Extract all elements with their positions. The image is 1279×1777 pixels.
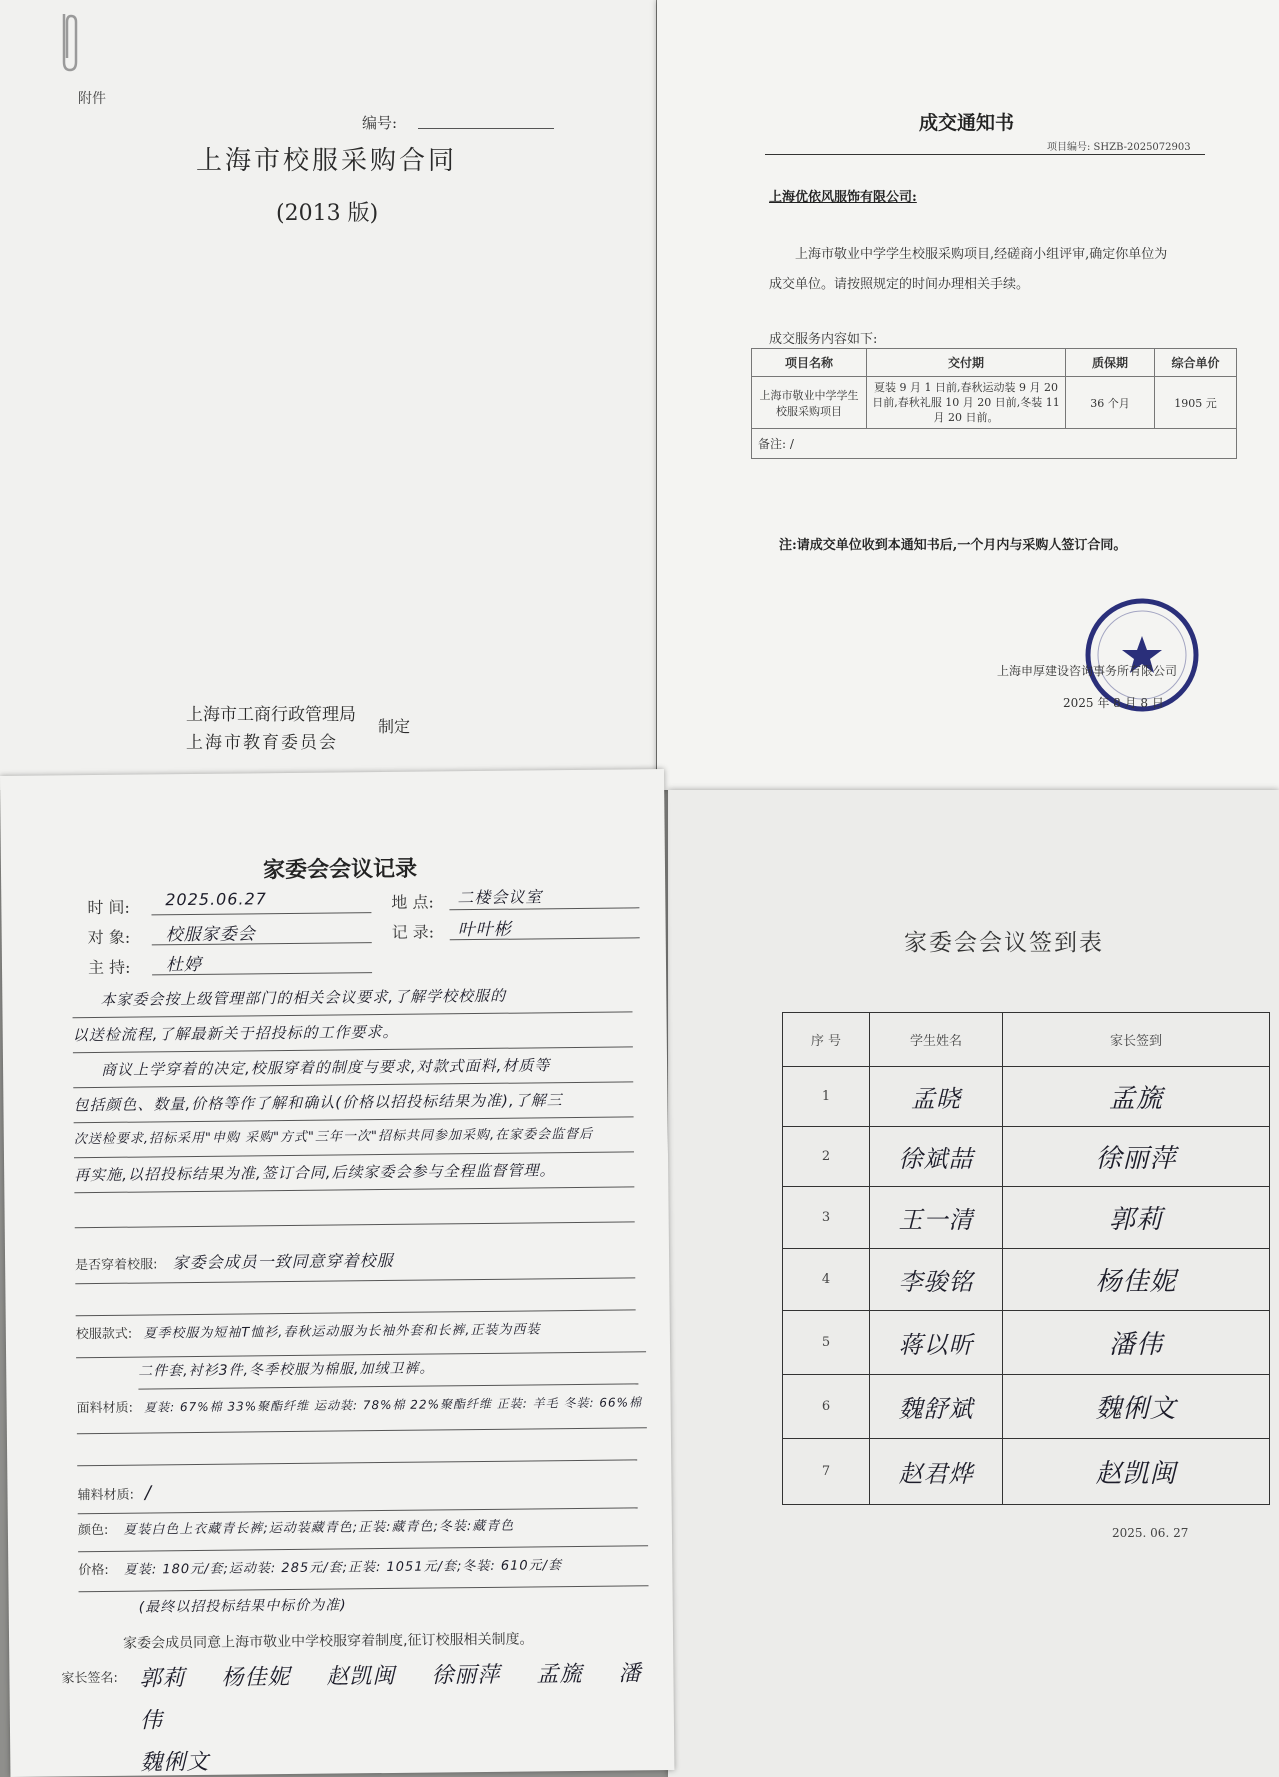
blank-line — [76, 1309, 636, 1316]
fabric-row — [77, 1391, 647, 1434]
blank-line — [77, 1459, 637, 1466]
aux-value: / — [144, 1482, 153, 1504]
signin-table — [782, 1012, 1270, 1505]
minutes-title: 家委会会议记录 — [262, 856, 418, 884]
project-number: 项目编号: SHZB-2025072903 — [1047, 142, 1191, 153]
table-row — [783, 1439, 1270, 1505]
color-value: 夏装白色上衣藏青长裤;运动装藏青色;正装:藏青色;冬装:藏青色 — [123, 1518, 515, 1538]
row-number: 2 — [783, 1127, 870, 1187]
place-value: 二楼会议室 — [457, 887, 543, 908]
time-underline — [151, 912, 371, 915]
issued-label: 制定 — [378, 717, 411, 736]
service-content-label: 成交服务内容如下: — [769, 332, 878, 347]
minutes-body — [72, 977, 635, 1228]
row-number: 7 — [783, 1439, 870, 1505]
signin-sheet-page — [668, 790, 1279, 1777]
body-line: 本家委会按上级管理部门的相关会议要求,了解学校校服的 — [72, 977, 632, 1018]
time-label: 时 间: — [87, 897, 130, 918]
aux-label: 辅料材质: — [77, 1487, 135, 1504]
notice-body: 上海市敬业中学学生校服采购项目,经磋商小组评审,确定你单位为成交单位。请按照规定的时间办理相关手续。 — [769, 247, 1168, 292]
parent-signature: 徐丽萍 — [1003, 1127, 1270, 1187]
cell-unit-price: 1905 元 — [1155, 377, 1237, 429]
cell-delivery: 夏装 9 月 1 日前,春秋运动装 9 月 20 日前,春秋礼服 10 月 20 日前,冬装 11 月 20 日前。 — [867, 377, 1066, 429]
color-row — [78, 1513, 648, 1552]
style-value: 夏季校服为短袖T恤衫,春秋运动服为长袖外套和长裤,正装为西装 — [143, 1322, 541, 1342]
wear-label: 是否穿着校服: — [75, 1257, 158, 1274]
style-label: 校服款式: — [75, 1326, 133, 1343]
parent-signature: 杨佳妮 — [1003, 1249, 1270, 1311]
row-number: 1 — [783, 1067, 870, 1127]
contract-title: 上海市校服采购合同 — [196, 146, 458, 176]
parent-signature: 赵凯闽 — [326, 1663, 396, 1690]
header-student: 学生姓名 — [870, 1013, 1003, 1067]
student-name: 赵君烨 — [870, 1439, 1003, 1505]
header-parent: 家长签到 — [1003, 1013, 1270, 1067]
issuer-saic: 上海市工商行政管理局 — [186, 705, 356, 725]
header-unit-price: 综合单价 — [1155, 349, 1237, 377]
parent-signatures — [139, 1653, 660, 1777]
student-name: 蒋以昕 — [870, 1311, 1003, 1375]
body-line: 包括颜色、数量,价格等作了解和确认(价格以招投标结果为准),了解三 — [73, 1082, 633, 1123]
parent-signature: 魏俐文 — [140, 1749, 210, 1776]
meeting-minutes-page — [0, 769, 674, 1777]
style-value-line2: 二件套,衬衫3件,冬季校服为棉服,加绒卫裤。 — [138, 1355, 638, 1389]
fabric-value: 夏装: 67%棉 33%聚酯纤维 运动装: 78%棉 22%聚酯纤维 正装: 羊毛 冬装: 66%棉 — [144, 1395, 643, 1415]
table-row — [783, 1187, 1270, 1249]
signin-title: 家委会会议签到表 — [904, 930, 1104, 956]
parent-signature: 孟旒 — [1003, 1067, 1270, 1127]
row-number: 4 — [783, 1249, 870, 1311]
body-line: 次送检要求,招标采用"申购 采购"方式"三年一次"招标共同参加采购,在家委会监督后 — [74, 1117, 634, 1158]
object-value: 校服家委会 — [165, 924, 256, 946]
issuer-education-commission: 上海市教育委员会 — [186, 733, 338, 753]
price-row — [78, 1553, 648, 1592]
body-line: 商议上学穿着的决定,校服穿着的制度与要求,对款式面料,材质等 — [73, 1047, 633, 1088]
fabric-label: 面料材质: — [76, 1400, 134, 1417]
student-name: 魏舒斌 — [870, 1375, 1003, 1439]
header-project-name: 项目名称 — [752, 349, 867, 377]
row-number: 3 — [783, 1187, 870, 1249]
notice-date: 2025 年 8 月 8 日 — [1063, 696, 1164, 710]
cell-remark: 备注: / — [752, 429, 1237, 459]
notice-note: 注:请成交单位收到本通知书后,一个月内与采购人签订合同。 — [779, 538, 1127, 553]
host-value: 杜婷 — [165, 954, 203, 976]
header-number: 序 号 — [783, 1013, 870, 1067]
parent-signature: 郭莉 — [1003, 1187, 1270, 1249]
body-line: 再实施,以招投标结果为准,签订合同,后续家委会参与全程监督管理。 — [74, 1152, 634, 1193]
notice-title: 成交通知书 — [919, 112, 1015, 134]
contract-edition: (2013 版) — [276, 201, 379, 226]
parent-signature: 潘伟 — [1003, 1311, 1270, 1375]
parent-signature: 杨佳妮 — [221, 1665, 291, 1691]
record-label: 记 录: — [391, 922, 435, 942]
price-label: 价格: — [78, 1562, 109, 1579]
agency-name: 上海申厚建设咨询事务所有限公司 — [997, 664, 1178, 678]
table-row — [783, 1375, 1270, 1439]
record-value: 叶叶彬 — [457, 919, 512, 941]
aux-row — [77, 1477, 637, 1514]
parent-signature: 徐丽萍 — [431, 1662, 501, 1689]
cell-project-name: 上海市敬业中学学生校服采购项目 — [752, 377, 867, 429]
price-value: 夏装: 180元/套;运动装: 285元/套;正装: 1051元/套;冬装: 610元/套 — [123, 1558, 563, 1578]
parent-signature: 郭莉 — [139, 1666, 186, 1692]
paper-clip-icon — [58, 10, 80, 72]
parent-signature: 魏俐文 — [1003, 1375, 1270, 1439]
place-label: 地 点: — [391, 892, 434, 912]
table-row — [783, 1127, 1270, 1187]
wear-value: 家委会成员一致同意穿着校服 — [172, 1250, 394, 1273]
row-number: 6 — [783, 1375, 870, 1439]
table-row — [783, 1067, 1270, 1127]
agreement-statement: 家委会成员同意上海市敬业中学校服穿着制度,征订校服相关制度。 — [123, 1631, 534, 1652]
award-notice-page — [657, 0, 1279, 790]
style-row — [76, 1317, 646, 1358]
contract-cover-page — [0, 0, 656, 790]
table-row — [783, 1311, 1270, 1375]
body-line-blank — [74, 1187, 634, 1228]
host-label: 主 持: — [87, 957, 131, 978]
student-name: 李骏铭 — [870, 1249, 1003, 1311]
parent-signature: 赵凯闽 — [1003, 1439, 1270, 1505]
parent-signature: 潘伟 — [139, 1661, 642, 1734]
parent-signature-label: 家长签名: — [61, 1670, 118, 1687]
color-label: 颜色: — [77, 1522, 109, 1539]
price-note: (最终以招投标结果中标价为准) — [138, 1597, 347, 1616]
time-value: 2025.06.27 — [165, 889, 268, 910]
parent-signature: 孟旒 — [536, 1661, 583, 1688]
object-label: 对 象: — [87, 927, 131, 948]
wear-row — [75, 1245, 635, 1284]
signin-date: 2025. 06. 27 — [1112, 1526, 1189, 1540]
award-table — [751, 348, 1237, 459]
student-name: 徐斌喆 — [870, 1127, 1003, 1187]
student-name: 王一清 — [870, 1187, 1003, 1249]
number-underline — [418, 128, 554, 129]
header-warranty: 质保期 — [1066, 349, 1155, 377]
cell-warranty: 36 个月 — [1066, 377, 1155, 429]
student-name: 孟晓 — [870, 1067, 1003, 1127]
header-delivery: 交付期 — [867, 349, 1066, 377]
attachment-label: 附件 — [78, 91, 106, 107]
number-label: 编号: — [362, 114, 398, 132]
body-line: 以送检流程,了解最新关于招投标的工作要求。 — [73, 1012, 633, 1053]
table-row — [783, 1249, 1270, 1311]
row-number: 5 — [783, 1311, 870, 1375]
header-rule — [765, 154, 1205, 155]
recipient-company: 上海优依风服饰有限公司: — [769, 190, 917, 205]
